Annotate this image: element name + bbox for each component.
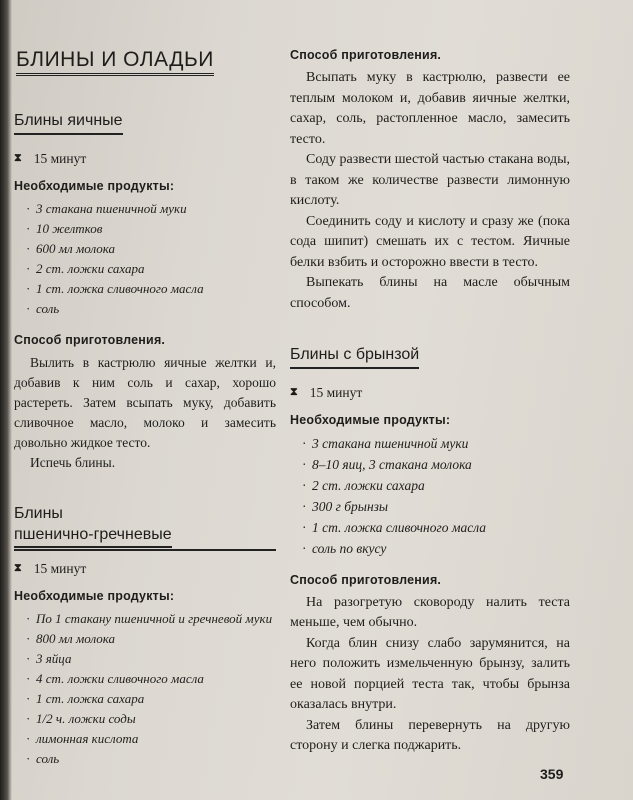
list-item: · 1 ст. ложка сливочного масла <box>28 279 276 299</box>
method-heading: Способ приготовления. <box>290 48 442 62</box>
method-step: Затем блины перевернуть на другую сторону и слегка поджарить. <box>290 717 570 754</box>
list-item: · 800 мл молока <box>28 629 276 649</box>
list-item: · 1 ст. ложка сливочного масла <box>304 517 570 538</box>
right-column <box>290 48 570 757</box>
recipe-title: Блины с брынзой <box>290 344 419 369</box>
ingredients-heading: Необходимые продукты: <box>14 588 175 603</box>
recipe-title: Блины яичные <box>14 110 123 135</box>
ingredients-heading: Необходимые продукты: <box>290 412 451 427</box>
cooking-time <box>14 561 276 577</box>
list-item: · 3 стакана пшеничной муки <box>304 433 570 454</box>
method-heading: Способ приготовления. <box>14 332 166 347</box>
list-item: · 3 стакана пшеничной муки <box>28 199 276 219</box>
list-item: · соль <box>28 749 276 769</box>
book-spine-shadow <box>0 0 12 800</box>
list-item: · 300 г брынзы <box>304 496 570 517</box>
recipe-title <box>14 503 276 551</box>
method-step: Испечь блины. <box>30 454 116 470</box>
hourglass-icon: ⧗ <box>14 152 22 165</box>
method-step: На разогретую сковороду налить теста меньше, чем обычно. <box>290 594 570 631</box>
list-item: · лимонная кислота <box>28 729 276 749</box>
list-item: · 10 желтков <box>28 219 276 239</box>
list-item: · 2 ст. ложки сахара <box>304 475 570 496</box>
cooking-time-value: 15 минут <box>33 150 87 166</box>
recipe-egg-blini <box>14 110 276 473</box>
hourglass-icon: ⧗ <box>14 562 22 575</box>
list-item: · 1 ст. ложка сахара <box>28 689 276 709</box>
method-step: Соединить соду и кислоту и сразу же (пока сода шипит) смешать их с тестом. Яичные белки взбить и осторожно ввести в тесто. <box>290 213 570 270</box>
list-item: · соль <box>28 299 276 319</box>
list-item: · 8–10 яиц, 3 стакана молока <box>304 454 570 475</box>
ingredients-list <box>290 433 570 559</box>
method-step: Выпекать блины на масле обычным способом. <box>290 275 570 311</box>
list-item: · 2 ст. ложки сахара <box>28 259 276 279</box>
list-item: · 4 ст. ложки сливочного масла <box>28 669 276 689</box>
ingredients-heading: Необходимые продукты: <box>14 178 175 193</box>
cooking-time <box>290 385 570 401</box>
recipe-brynza-blini <box>290 344 570 757</box>
cooking-time-value: 15 минут <box>309 384 363 400</box>
list-item: · 600 мл молока <box>28 239 276 259</box>
method-heading: Способ приготовления. <box>290 572 442 587</box>
list-item: · По 1 стакану пшеничной и гречневой муки <box>28 609 276 629</box>
ingredients-list <box>14 609 276 769</box>
recipe-title-line: Блины <box>14 504 63 522</box>
method-step: Когда блин снизу слабо зарумянится, на него положить измельченную брынзу, залить ее новой порцией теста так, чтобы брынза оказалась внутри. <box>290 635 570 713</box>
ingredients-list <box>14 199 276 319</box>
page-number: 359 <box>540 766 564 782</box>
left-column <box>14 40 276 783</box>
list-item: · 1/2 ч. ложки соды <box>28 709 276 729</box>
recipe-wheat-buckwheat-blini <box>14 503 276 769</box>
method-step: Соду развести шестой частью стакана воды, в таком же количестве развести лимонную кислоту. <box>290 152 570 208</box>
cooking-time-value: 15 минут <box>33 560 87 576</box>
chapter-title: БЛИНЫ И ОЛАДЬИ <box>16 48 214 76</box>
method-step: Вылить в кастрюлю яичные желтки и, добавив к ним соль и сахар, хорошо растереть. Затем всыпать муку, добавить сливочное масло, молоко и замесить довольно жидкое тесто. <box>14 354 276 450</box>
cooking-time <box>14 151 276 167</box>
list-item: · соль по вкусу <box>304 538 570 559</box>
recipe-title-line: пшенично-гречневые <box>14 524 172 548</box>
list-item: · 3 яйца <box>28 649 276 669</box>
hourglass-icon: ⧗ <box>290 386 298 399</box>
method-step: Всыпать муку в кастрюлю, развести ее теплым молоком и, добавив яичные желтки, сахар, соль, растопленное масло, замесить тесто. <box>290 70 570 147</box>
